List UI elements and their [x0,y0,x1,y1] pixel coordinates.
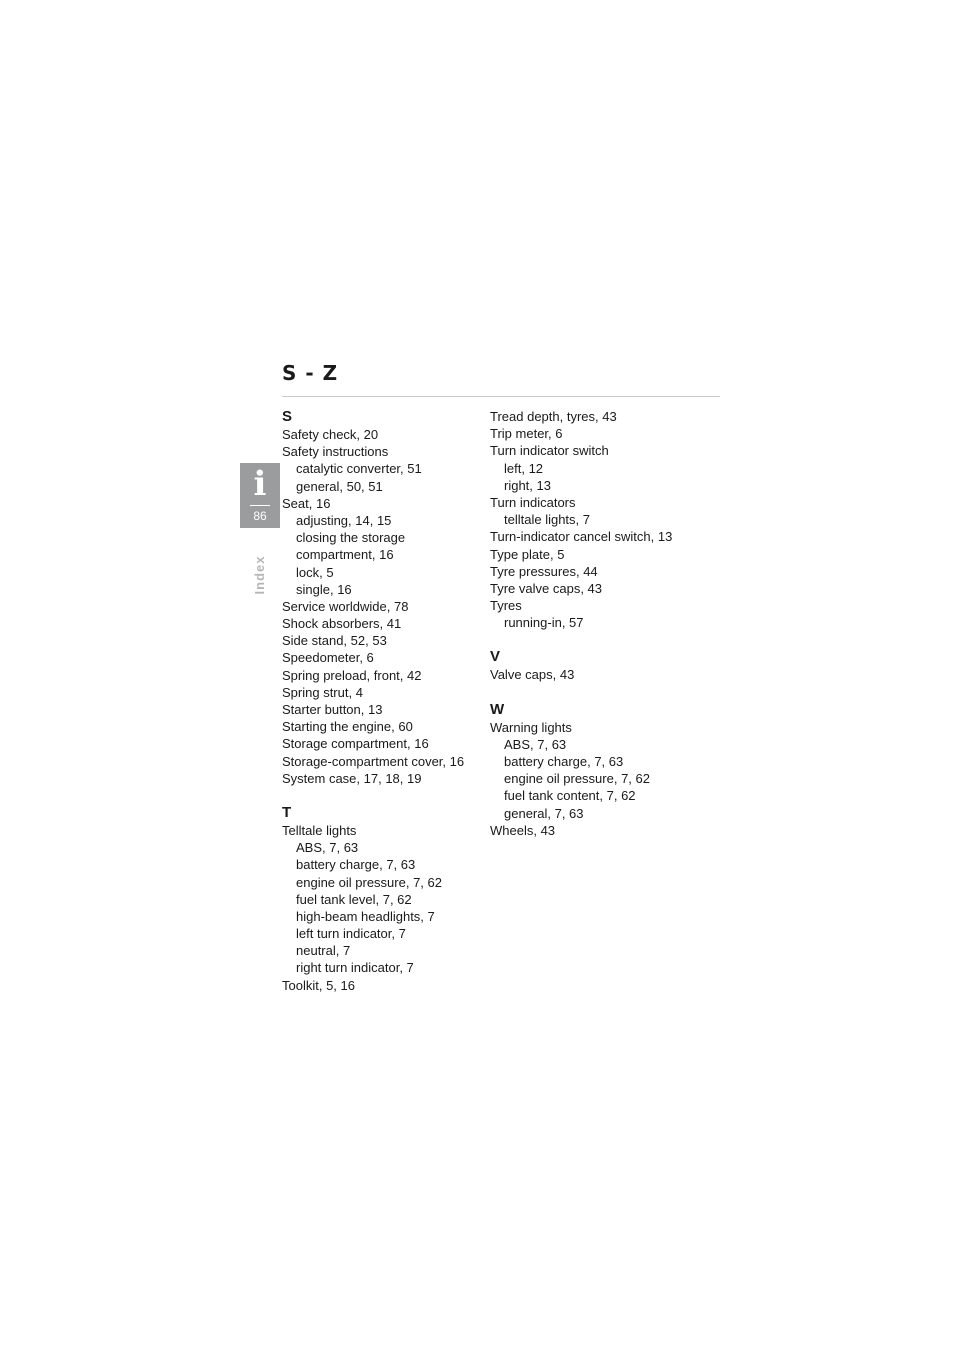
index-entry: Turn-indicator cancel switch, 13 [490,529,673,545]
index-entry: Trip meter, 6 [490,426,563,442]
index-entry: Toolkit, 5, 16 [282,977,355,993]
index-subentry: ABS, 7, 63 [296,840,359,856]
index-subentry: right, 13 [504,477,551,493]
index-column-right [490,408,720,839]
index-entry: Type plate, 5 [490,546,565,562]
index-subentry: high-beam headlights, 7 [296,908,435,924]
index-entry: Side stand, 52, 53 [282,633,387,649]
index-entry: Turn indicators [490,494,576,510]
index-subentry: engine oil pressure, 7, 62 [296,874,442,890]
index-entry: Starter button, 13 [282,702,383,717]
page-number: 86 [253,509,267,523]
index-subentry: adjusting, 14, 15 [296,512,392,528]
title-divider [282,396,720,397]
index-entry: Tread depth, tyres, 43 [490,409,617,424]
index-letter-s: S [282,408,293,425]
index-entry: Speedometer, 6 [282,650,374,666]
index-entry: Wheels, 43 [490,822,556,838]
index-entry: Tyre pressures, 44 [490,563,598,579]
index-subentry: general, 7, 63 [504,805,584,821]
index-entry: System case, 17, 18, 19 [282,770,422,786]
index-entry: Spring preload, front, 42 [282,667,422,683]
index-subentry: lock, 5 [296,564,334,580]
index-entry: Tyre valve caps, 43 [490,580,602,596]
index-entry: Storage-compartment cover, 16 [282,753,465,769]
index-subentry: compartment, 16 [296,547,394,563]
index-subentry: fuel tank content, 7, 62 [504,788,636,804]
index-subentry: ABS, 7, 63 [504,736,567,752]
index-entry: Seat, 16 [282,495,331,511]
index-subentry: engine oil pressure, 7, 62 [504,771,650,787]
index-entry: Warning lights [490,719,572,735]
index-entry: Valve caps, 43 [490,667,575,683]
tab-divider [250,505,270,506]
chapter-tab [240,463,280,528]
index-subentry: battery charge, 7, 63 [296,857,416,873]
index-entry: Safety check, 20 [282,427,379,442]
index-subentry: left turn indicator, 7 [296,926,406,942]
index-letter-t: T [282,803,292,821]
index-entry: Service worldwide, 78 [282,598,409,614]
side-label-index: Index [252,555,267,595]
index-entry: Storage compartment, 16 [282,736,429,752]
page-title: S - Z [282,361,339,385]
index-entry: Starting the engine, 60 [282,719,413,735]
index-entry: Shock absorbers, 41 [282,616,402,632]
index-letter-w: W [490,700,505,718]
index-subentry: battery charge, 7, 63 [504,754,624,769]
index-entry: Telltale lights [282,822,357,838]
index-entry: Tyres [490,598,522,614]
index-subentry: general, 50, 51 [296,478,383,494]
index-entry: Spring strut, 4 [282,684,363,700]
index-subentry: fuel tank level, 7, 62 [296,891,412,907]
index-subentry: catalytic converter, 51 [296,461,422,477]
index-subentry: running-in, 57 [504,615,584,631]
index-subentry: right turn indicator, 7 [296,960,414,976]
index-subentry: left, 12 [504,460,544,476]
index-entry: Safety instructions [282,444,389,460]
index-subentry: telltale lights, 7 [504,512,590,528]
info-icon: i [253,464,267,504]
index-entry: Turn indicator switch [490,443,609,459]
index-subentry: single, 16 [296,581,352,597]
index-subentry: neutral, 7 [296,943,351,959]
index-subentry: closing the storage [296,530,406,546]
index-column-left [282,408,482,994]
index-letter-v: V [490,648,501,666]
